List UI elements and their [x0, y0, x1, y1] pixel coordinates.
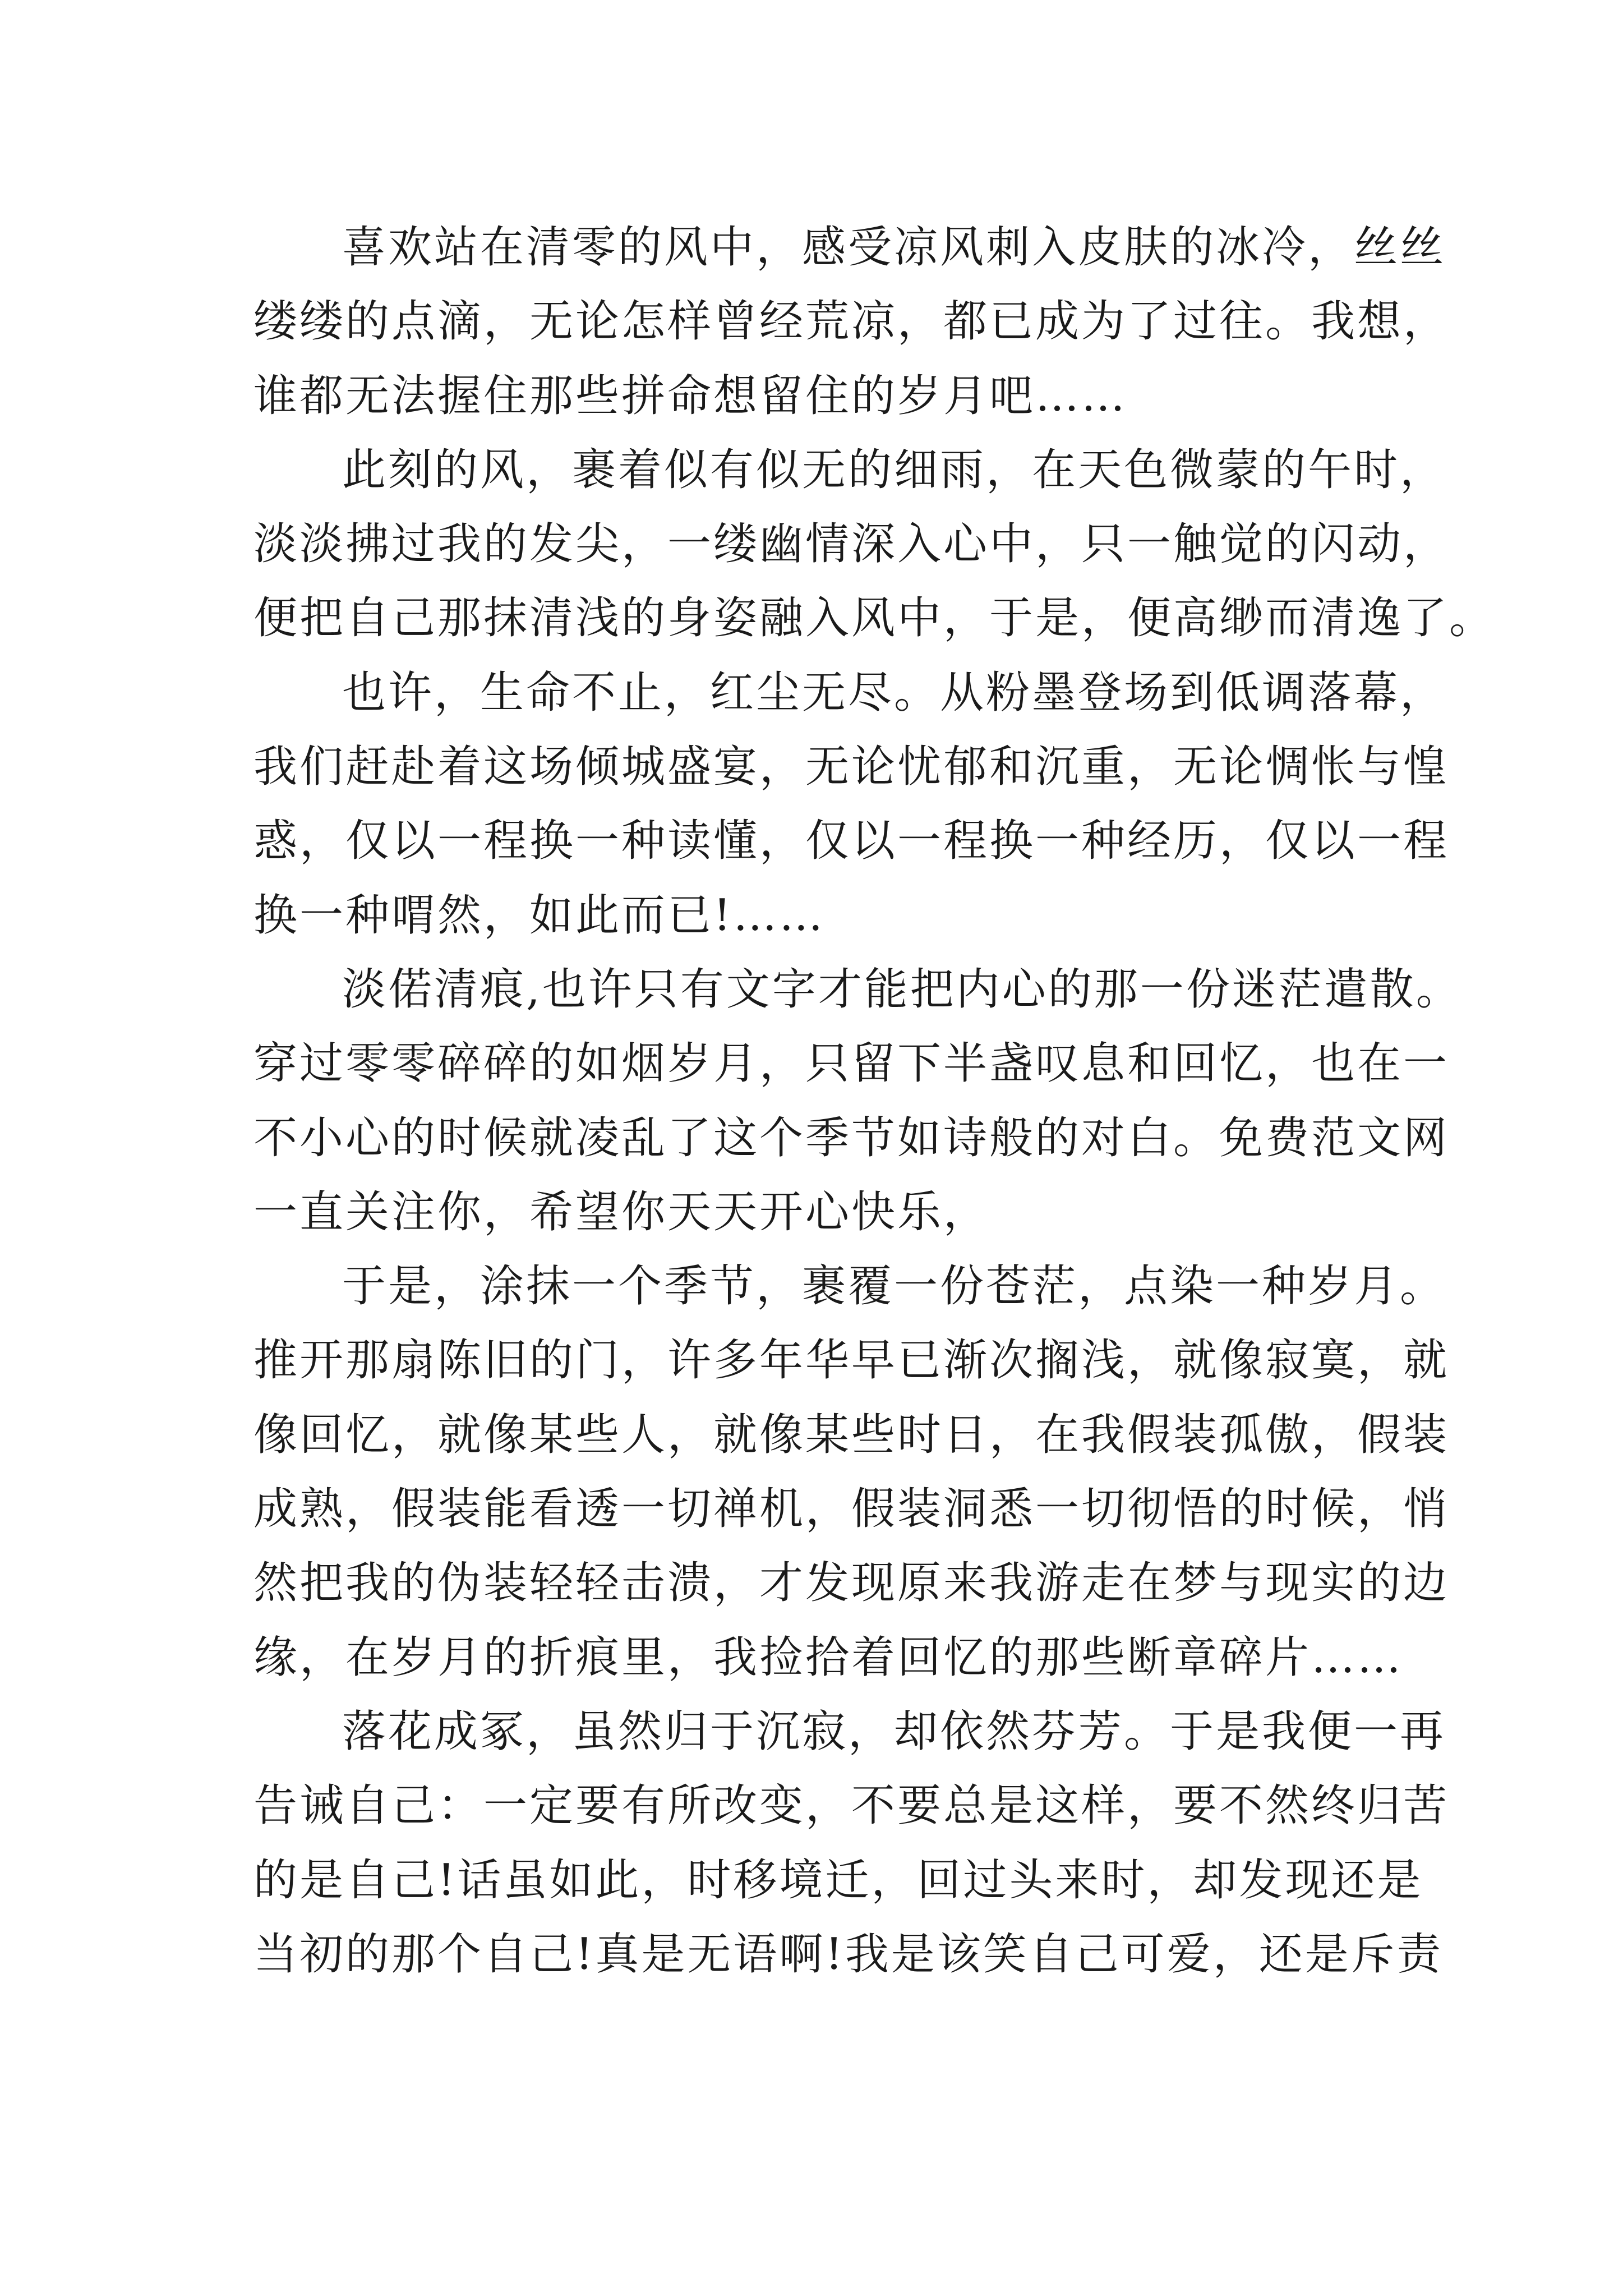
paragraph-5-line-4: 成熟，假装能看透一切禅机，假装洞悉一切彻悟的时候，悄 [253, 1484, 1450, 1535]
paragraph-5-line-2: 推开那扇陈旧的门，许多年华早已渐次搁浅，就像寂寞，就 [253, 1335, 1450, 1386]
paragraph-3-line-4: 换一种喟然，如此而已!…… [253, 890, 826, 941]
paragraph-4-line-2: 穿过零零碎碎的如烟岁月，只留下半盏叹息和回忆，也在一 [253, 1038, 1450, 1089]
paragraph-5-line-5: 然把我的伪装轻轻击溃，才发现原来我游走在梦与现实的边 [253, 1558, 1450, 1609]
paragraph-5-line-3: 像回忆，就像某些人，就像某些时日，在我假装孤傲，假装 [253, 1409, 1450, 1460]
paragraph-1-line-2: 缕缕的点滴，无论怎样曾经荒凉，都已成为了过往。我想， [253, 296, 1450, 347]
paragraph-2-line-1: 此刻的风，裹着似有似无的细雨，在天色微蒙的午时， [342, 444, 1446, 495]
paragraph-3-line-2: 我们赶赴着这场倾城盛宴，无论忧郁和沉重，无论惆怅与惶 [253, 742, 1450, 793]
paragraph-6-line-3: 的是自己!话虽如此，时移境迁，回过头来时，却发现还是 [253, 1855, 1423, 1906]
paragraph-3-line-3: 惑，仅以一程换一种读懂，仅以一程换一种经历，仅以一程 [253, 816, 1450, 867]
paragraph-5-line-1: 于是，涂抹一个季节，裹覆一份苍茫，点染一种岁月。 [342, 1261, 1446, 1312]
paragraph-6-line-4: 当初的那个自己!真是无语啊!我是该笑自己可爱，还是斥责 [253, 1929, 1443, 1980]
paragraph-6-line-1: 落花成冢，虽然归于沉寂，却依然芬芳。于是我便一再 [342, 1706, 1446, 1757]
paragraph-6-line-2: 告诫自己：一定要有所改变，不要总是这样，要不然终归苦 [253, 1780, 1450, 1832]
paragraph-4-line-3: 不小心的时候就凌乱了这个季节如诗般的对白。免费范文网 [253, 1112, 1450, 1163]
paragraph-2-line-3: 便把自己那抹清浅的身姿融入风中，于是，便高缈而清逸了。 [253, 593, 1496, 644]
paragraph-5-line-6: 缘，在岁月的折痕里，我捡拾着回忆的那些断章碎片…… [253, 1632, 1404, 1683]
paragraph-2-line-2: 淡淡拂过我的发尖，一缕幽情深入心中，只一触觉的闪动， [253, 519, 1450, 570]
paragraph-1-line-3: 谁都无法握住那些拼命想留住的岁月吧…… [253, 370, 1128, 421]
essay-body [253, 210, 1496, 1991]
paragraph-1-line-1: 喜欢站在清零的风中，感受凉风刺入皮肤的冰冷，丝丝 [342, 222, 1446, 273]
paragraph-3-line-1: 也许，生命不止，红尘无尽。从粉墨登场到低调落幕， [342, 667, 1446, 718]
paragraph-4-line-4: 一直关注你，希望你天天开心快乐， [253, 1186, 990, 1237]
paragraph-4-line-1: 淡偌清痕,也许只有文字才能把内心的那一份迷茫遣散。 [342, 964, 1462, 1015]
